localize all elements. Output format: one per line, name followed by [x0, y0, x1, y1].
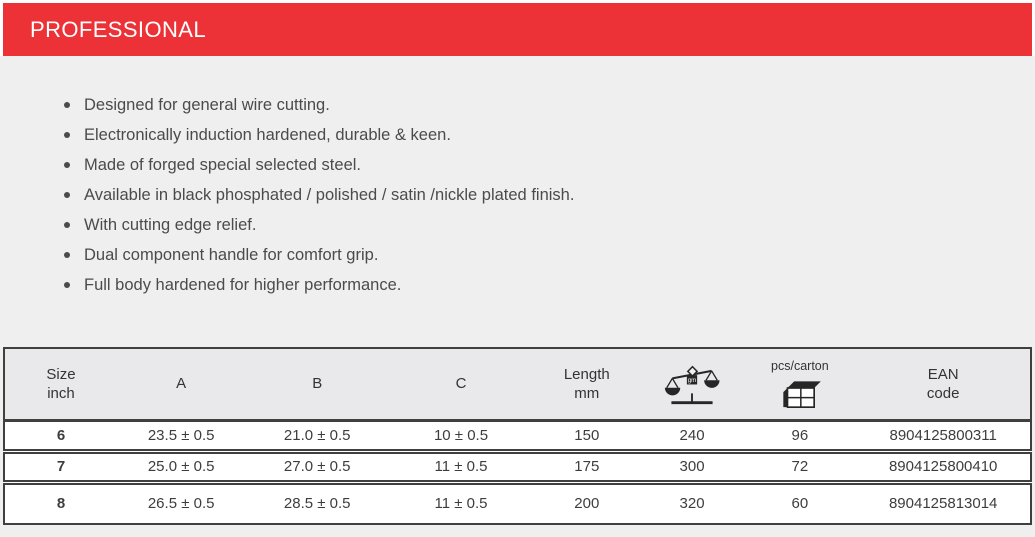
col-header-a: A: [117, 348, 245, 420]
feature-item: Available in black phosphated / polished / satin /nickle plated finish.: [62, 180, 1035, 210]
col-header-size: Size inch: [4, 348, 117, 420]
cell-c: 10 ± 0.5: [389, 420, 533, 451]
cell-weight: 320: [679, 495, 705, 513]
balance-scale-icon: [641, 362, 744, 406]
cell-b: 27.0 ± 0.5: [245, 451, 389, 482]
col-header-ean: EAN code: [856, 348, 1031, 420]
feature-item: With cutting edge relief.: [62, 210, 1035, 240]
feature-item: Designed for general wire cutting.: [62, 90, 1035, 120]
feature-item: Full body hardened for higher performance.: [62, 270, 1035, 300]
carton-icon: [779, 378, 821, 408]
cell-a: 26.5 ± 0.5: [147, 495, 215, 513]
cell-pcs-carton: 96: [743, 420, 856, 451]
feature-item: Electronically induction hardened, durable & keen.: [62, 120, 1035, 150]
cell-size: 6: [4, 420, 117, 451]
cell-weight: 240: [641, 420, 744, 451]
cell-b: 21.0 ± 0.5: [245, 420, 389, 451]
cell-length: 200: [574, 495, 600, 513]
col-header-c: C: [389, 348, 533, 420]
cell-length: 175: [533, 451, 641, 482]
cell-b: 28.5 ± 0.5: [283, 495, 351, 513]
col-header-weight: [641, 348, 744, 420]
cell-pcs-carton: 72: [743, 451, 856, 482]
svg-text:gm: gm: [687, 376, 697, 384]
col-header-b: B: [245, 348, 389, 420]
cell-size: 8: [56, 495, 66, 513]
cell-c: 11 ± 0.5: [434, 495, 488, 513]
spec-table: [3, 347, 1032, 525]
col-header-pcs-carton: pcs/carton: [743, 348, 856, 420]
cell-size: 7: [4, 451, 117, 482]
cell-ean: 8904125800311: [856, 420, 1031, 451]
cell-weight: 300: [641, 451, 744, 482]
table-row: [4, 451, 1031, 482]
table-header-row: [4, 348, 1031, 420]
cell-ean: 8904125800410: [856, 451, 1031, 482]
section-header-bar: [3, 3, 1032, 56]
content-area: [0, 56, 1035, 537]
feature-list: [0, 56, 1035, 300]
cell-c: 11 ± 0.5: [389, 451, 533, 482]
cell-length: 150: [533, 420, 641, 451]
cell-a: 25.0 ± 0.5: [117, 451, 245, 482]
cell-pcs-carton: 60: [791, 495, 809, 513]
feature-item: Made of forged special selected steel.: [62, 150, 1035, 180]
col-header-length: Length mm: [533, 348, 641, 420]
cell-ean: 8904125813014: [888, 495, 998, 513]
table-row: [4, 420, 1031, 451]
table-row: [4, 482, 1031, 524]
page-title: PROFESSIONAL: [30, 16, 206, 42]
feature-item: Dual component handle for comfort grip.: [62, 240, 1035, 270]
cell-a: 23.5 ± 0.5: [117, 420, 245, 451]
